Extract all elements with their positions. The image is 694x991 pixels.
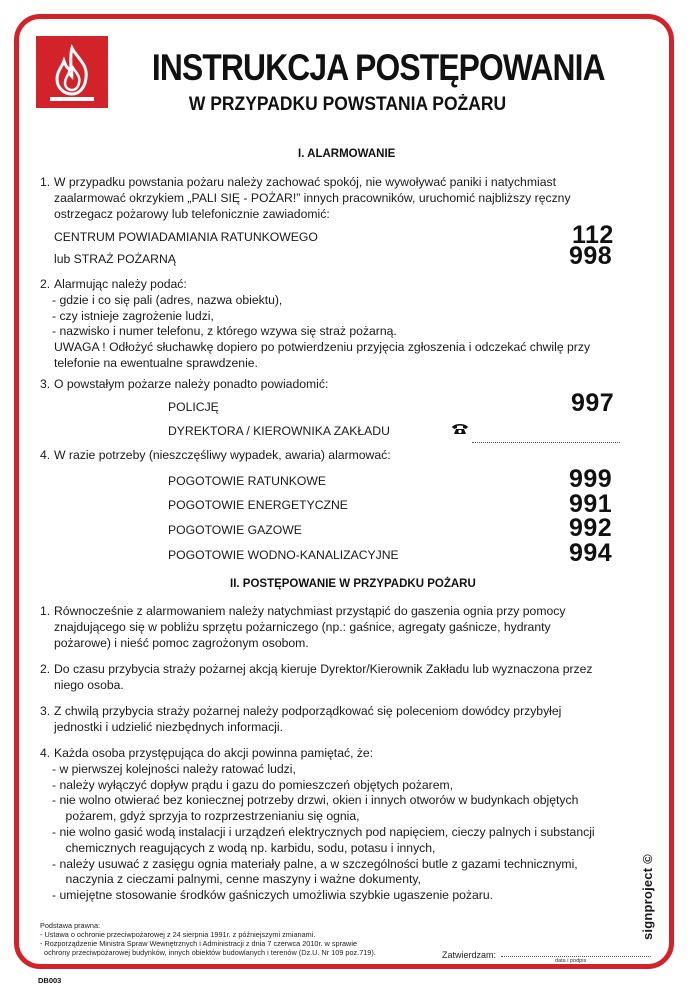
approve-label: Zatwierdzam: — [442, 950, 497, 960]
bullet-line: - czy istnieje zagrożenie ludzi, — [52, 308, 214, 323]
service-label: POGOTOWIE GAZOWE — [168, 523, 302, 537]
item-text-line: O powstałym pożarze należy ponadto powiadomić: — [54, 377, 329, 391]
fire-logo — [36, 36, 108, 108]
telephone-icon — [451, 422, 469, 436]
contact-label: DYREKTORA / KIEROWNIKA ZAKŁADU — [168, 424, 390, 438]
item-number: 1. — [40, 175, 51, 189]
rule-line: naczynia z cieczami palnymi, cenne maszyny i ważne dokumenty, — [52, 872, 421, 887]
procedure-item-4 — [40, 746, 660, 904]
subtitle: W PRZYPADKU POWSTANIA POŻARU — [188, 94, 507, 115]
item-text-line: jednostki i udzielić niezbędnych informacji. — [54, 719, 283, 734]
contact-label: CENTRUM POWIADAMIANIA RATUNKOWEGO — [54, 230, 318, 244]
item-number: 4. — [40, 746, 51, 760]
legal-basis — [40, 921, 430, 957]
service-number: 994 — [569, 539, 613, 567]
service-label: POGOTOWIE RATUNKOWE — [168, 474, 326, 488]
item-text-line: Każda osoba przystępująca do akcji powinna pamiętać, że: — [54, 746, 374, 760]
legal-line: - Rozporządzenie Ministra Spraw Wewnętrznych i Administracji z dnia 7 czerwca 2010r. w sprawie — [40, 939, 358, 948]
rule-line: chemicznych reagujących z wodą np. karbidu, sodu, potasu i innych, — [52, 840, 436, 855]
brand-mark: signproject © — [640, 854, 655, 940]
section-1-heading: I. ALARMOWANIE — [298, 148, 396, 160]
item-number: 1. — [40, 604, 51, 618]
emergency-number: 112 — [572, 221, 614, 249]
emergency-number: 998 — [569, 242, 613, 270]
flame-icon — [36, 36, 108, 108]
item-number: 3. — [40, 704, 51, 718]
item-number: 3. — [40, 377, 51, 391]
item-number: 2. — [40, 662, 51, 676]
item-text-line: pożarowe) i nieść pomoc zagrożonym osobom. — [54, 635, 309, 650]
procedure-item-3 — [40, 704, 654, 736]
item-number: 2. — [40, 277, 51, 291]
warning-line: UWAGA ! Odłożyć słuchawkę dopiero po potwierdzeniu przyjęcia zgłoszenia i odczekać chwilę przy — [54, 340, 591, 355]
alarm-item-2 — [40, 277, 654, 372]
item-text-line: W razie potrzeby (nieszczęśliwy wypadek, awaria) alarmować: — [54, 448, 391, 462]
procedure-item-2 — [40, 662, 654, 694]
item-number: 4. — [40, 448, 51, 462]
signature-caption: data i podpis — [555, 958, 587, 964]
service-label: POGOTOWIE ENERGETYCZNE — [168, 498, 348, 512]
service-label: POGOTOWIE WODNO-KANALIZACYJNE — [168, 548, 399, 562]
legal-line: ochrony przeciwpożarowej budynków, innych obiektów budowlanych i terenów (Dz.U. Nr 109 poz.719). — [40, 948, 376, 957]
item-text-line: Z chwilą przybycia straży pożarnej należy podporządkować się poleceniom dowódcy przybyłej — [54, 704, 562, 718]
rule-line: - nie wolno gasić wodą instalacji i urządzeń elektrycznych pod napięciem, cieczy palnych i substancji — [52, 824, 595, 839]
item-text-line: zaalarmować okrzykiem „PALI SIĘ - POŻAR!” innych pracowników, uruchomić najbliższy ręczny — [54, 190, 571, 205]
main-title: INSTRUKCJA POSTĘPOWANIA — [151, 47, 605, 88]
item-text-line: Alarmując należy podać: — [54, 277, 187, 291]
item-text-line: Do czasu przybycia straży pożarnej akcją kieruje Dyrektor/Kierownik Zakładu lub wyznaczona przez — [54, 662, 593, 676]
alarm-item-3 — [40, 377, 654, 393]
service-number: 999 — [569, 465, 613, 493]
section-2-heading: II. POSTĘPOWANIE W PRZYPADKU POŻARU — [230, 578, 476, 590]
item-text-line: ostrzegacz pożarowy lub telefonicznie zawiadomić: — [54, 206, 330, 221]
item-text-line: W przypadku powstania pożaru należy zachować spokój, nie wywoływać paniki i natychmiast — [54, 175, 556, 189]
warning-line: telefonie na ewentualne sprawdzenie. — [54, 355, 258, 370]
alarm-item-4 — [40, 448, 654, 464]
legal-title: Podstawa prawna: — [40, 921, 101, 930]
item-text-line: niego osoba. — [54, 677, 124, 692]
alarm-item-1 — [40, 175, 654, 222]
item-text-line: znajdującego się w pobliżu sprzętu pożarniczego (np.: gaśnice, agregaty gaśnicze, hydranty — [54, 619, 551, 634]
contact-label: lub STRAŻ POŻARNĄ — [54, 252, 176, 266]
emergency-number: 997 — [571, 389, 615, 417]
service-number: 992 — [569, 514, 613, 542]
phone-number-blank[interactable] — [472, 442, 620, 443]
rule-line: - należy wyłączyć dopływ prądu i gazu do pomieszczeń objętych pożarem, — [52, 777, 454, 792]
rule-line: pożarem, gdyż sprzyja to rozprzestrzenianiu się ognia, — [52, 809, 360, 824]
rule-line: - umiejętne stosowanie środków gaśniczych umożliwia szybkie ugaszenie pożaru. — [52, 888, 493, 903]
item-text-line: Równocześnie z alarmowaniem należy natychmiast przystąpić do gaszenia ognia przy pomocy — [54, 604, 566, 618]
rule-line: - nie wolno otwierać bez koniecznej potrzeby drzwi, okien i innych otworów w budynkach objętych — [52, 793, 579, 808]
contact-label: POLICJĘ — [168, 400, 219, 414]
rule-line: - w pierwszej kolejności należy ratować ludzi, — [52, 761, 296, 776]
legal-line: - Ustawa o ochronie przeciwpożarowej z 24 sierpnia 1991r. z późniejszymi zmianami. — [40, 930, 316, 939]
product-code: DB003 — [38, 976, 62, 985]
bullet-line: - nazwisko i numer telefonu, z którego wzywa się straż pożarną. — [52, 324, 397, 339]
procedure-item-1 — [40, 604, 654, 651]
signature-line[interactable] — [501, 956, 651, 957]
service-number: 991 — [569, 490, 613, 518]
rule-line: - należy usuwać z zasięgu ognia materiały palne, a w szczególności butle z gazami technicznymi, — [52, 856, 578, 871]
bullet-line: - gdzie i co się pali (adres, nazwa obiektu), — [52, 292, 283, 307]
